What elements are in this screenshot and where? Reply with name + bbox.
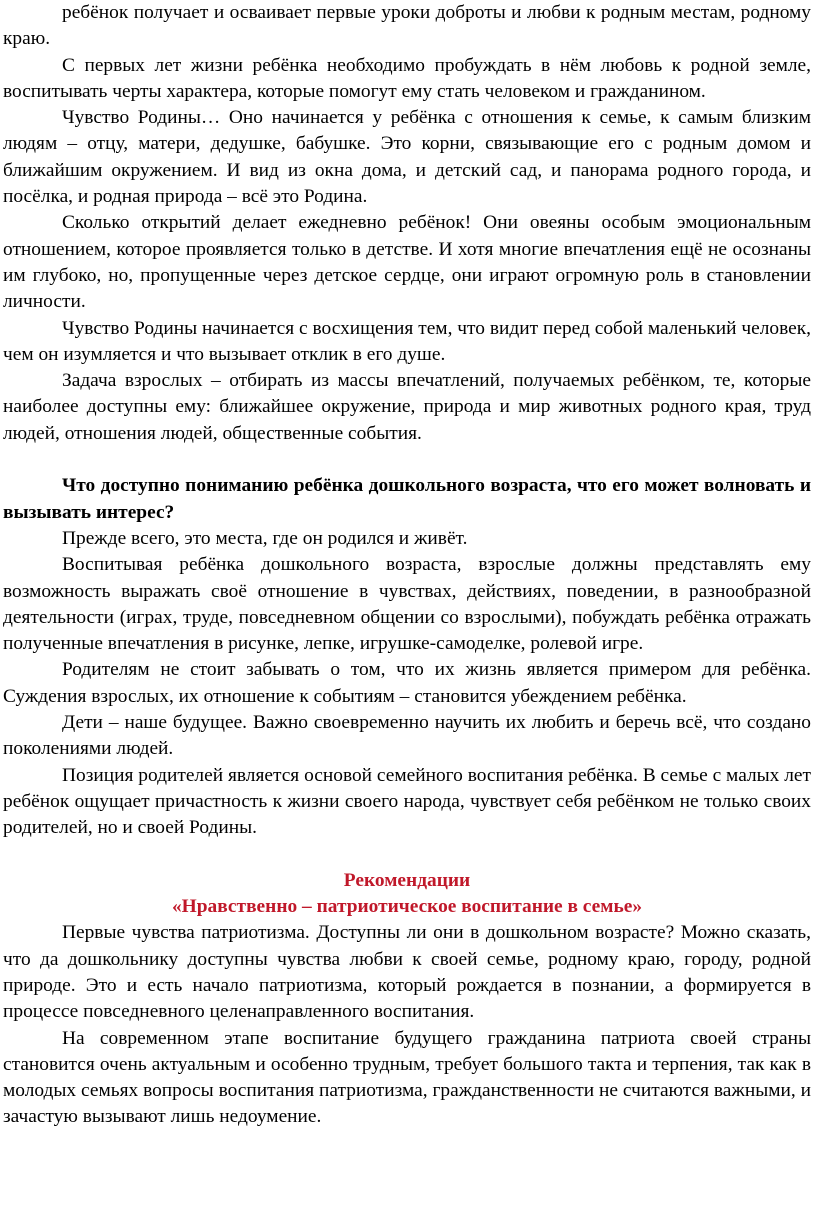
recommendations-subtitle: «Нравственно – патриотическое воспитание в семье»	[171, 896, 643, 918]
paragraph: На современном этапе воспитание будущего гражданина патриота своей страны становится очень актуальным и особенно трудным, требует большого такта и терпения, так как в молодых семьях вопросы воспитания патриотизма, гражданственности не считаются важными, и зачастую вызывают лишь недоумение.	[3, 1027, 811, 1128]
paragraph: Прежде всего, это места, где он родился и живёт.	[62, 527, 468, 549]
paragraph: Родителям не стоит забывать о том, что их жизнь является примером для ребёнка. Суждения взрослых, их отношение к событиям – становится убеждением ребёнка.	[3, 659, 811, 707]
paragraph: Первые чувства патриотизма. Доступны ли они в дошкольном возрасте? Можно сказать, что да дошкольнику доступны чувства любви к своей семье, родному краю, городу, родной природе. Это и есть начало патриотизма, который рождается в познании, а формируется в процессе повседневного целенаправленного воспитания.	[3, 922, 811, 1023]
paragraph-continuation: ребёнок получает и осваивает первые уроки доброты и любви к родным местам, родному краю.	[3, 2, 811, 50]
paragraph: Дети – наше будущее. Важно своевременно научить их любить и беречь всё, что создано поколениями людей.	[3, 712, 811, 760]
paragraph: Позиция родителей является основой семейного воспитания ребёнка. В семье с малых лет ребёнок ощущает причастность к жизни своего народа, чувствует себя ребёнком не только своих родителей, но и своей Родины.	[3, 764, 811, 839]
paragraph: Сколько открытий делает ежедневно ребёнок! Они овеяны особым эмоциональным отношением, которое проявляется только в детстве. И хотя многие впечатления ещё не осознаны им глубоко, но, пропущенные через детское сердце, они играют огромную роль в становлении личности.	[3, 212, 811, 313]
blank-line	[3, 447, 811, 473]
recommendations-title: Рекомендации	[343, 869, 471, 891]
paragraph: Чувство Родины… Оно начинается у ребёнка с отношения к семье, к самым близким людям – отцу, матери, дедушке, бабушке. Это корни, связывающие его с родным домом и ближайшим окружением. И вид из окна дома, и детский сад, и панорама родного города, и посёлка, и родная природа – всё это Родина.	[3, 107, 811, 208]
question-heading: Что доступно пониманию ребёнка дошкольного возраста, что его может волновать и вызывать интерес?	[3, 475, 811, 523]
paragraph: Задача взрослых – отбирать из массы впечатлений, получаемых ребёнком, те, которые наиболее доступны ему: ближайшее окружение, природа и мир животных родного края, труд людей, отношения людей, общественные события.	[3, 370, 811, 444]
blank-line	[3, 842, 811, 868]
paragraph: Воспитывая ребёнка дошкольного возраста, взрослые должны представлять ему возможность выражать своё отношение в чувствах, действиях, поведении, в разнообразной деятельности (играх, труде, повседневном общении со взрослыми), побуждать ребёнка отражать полученные впечатления в рисунке, лепке, игрушке-самоделке, ролевой игре.	[3, 554, 811, 655]
paragraph: Чувство Родины начинается с восхищения тем, что видит перед собой маленький человек, чем он изумляется и что вызывает отклик в его душе.	[3, 317, 811, 365]
paragraph: С первых лет жизни ребёнка необходимо пробуждать в нём любовь к родной земле, воспитывать черты характера, которые помогут ему стать человеком и гражданином.	[3, 54, 811, 102]
